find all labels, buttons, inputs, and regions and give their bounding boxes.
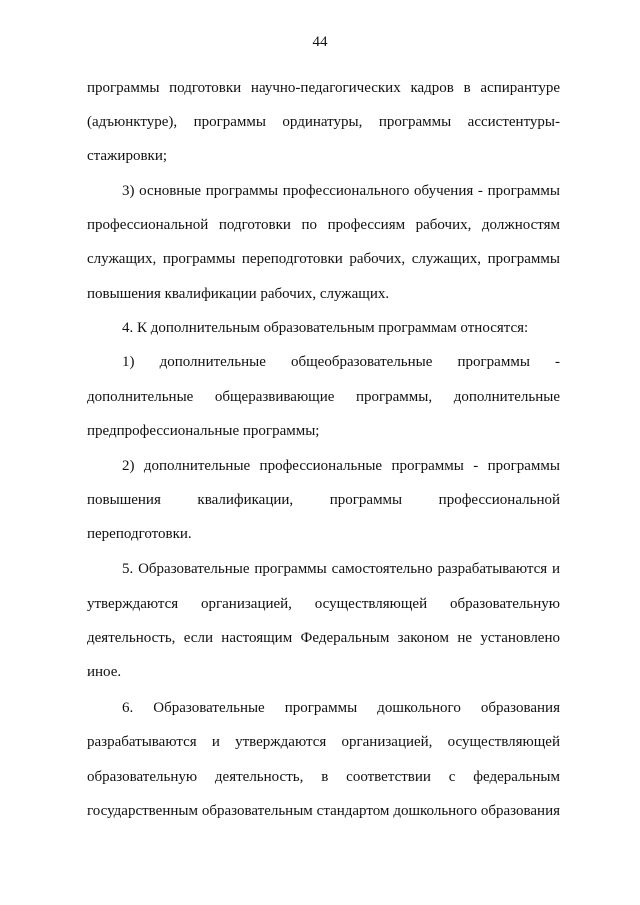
text-line: утверждаются организацией, осуществляющей образовательную bbox=[87, 596, 560, 612]
text-line: 3) основные программы профессионального обучения - программы bbox=[122, 183, 560, 199]
text-line: (адъюнктуре), программы ординатуры, программы ассистентуры- bbox=[87, 114, 560, 130]
text-line: профессиональной подготовки по профессиям рабочих, должностям bbox=[87, 217, 560, 233]
text-line: 4. К дополнительным образовательным программам относятся: bbox=[122, 320, 529, 336]
text-line: переподготовки. bbox=[87, 526, 192, 542]
page-number: 44 bbox=[312, 34, 328, 50]
text-line: иное. bbox=[87, 664, 122, 680]
text-line: служащих, программы переподготовки рабочих, служащих, программы bbox=[87, 251, 560, 267]
text-line: 6. Образовательные программы дошкольного образования bbox=[122, 700, 560, 716]
text-line: разрабатываются и утверждаются организацией, осуществляющей bbox=[87, 734, 560, 750]
text-line: стажировки; bbox=[87, 148, 168, 164]
text-line: дополнительные общеразвивающие программы, дополнительные bbox=[87, 389, 560, 405]
text-line: предпрофессиональные программы; bbox=[87, 423, 320, 439]
text-line: 1) дополнительные общеобразовательные программы - bbox=[122, 354, 560, 370]
text-line: повышения квалификации рабочих, служащих. bbox=[87, 286, 390, 302]
text-line: 2) дополнительные профессиональные программы - программы bbox=[122, 458, 560, 474]
text-line: государственным образовательным стандартом дошкольного образования bbox=[87, 803, 560, 819]
text-line: программы подготовки научно-педагогических кадров в аспирантуре bbox=[87, 80, 560, 96]
text-line: образовательную деятельность, в соответствии с федеральным bbox=[87, 769, 560, 785]
text-line: 5. Образовательные программы самостоятельно разрабатываются и bbox=[122, 561, 560, 577]
text-line: деятельность, если настоящим Федеральным законом не установлено bbox=[87, 630, 560, 646]
text-line: повышения квалификации, программы профессиональной bbox=[87, 492, 560, 508]
